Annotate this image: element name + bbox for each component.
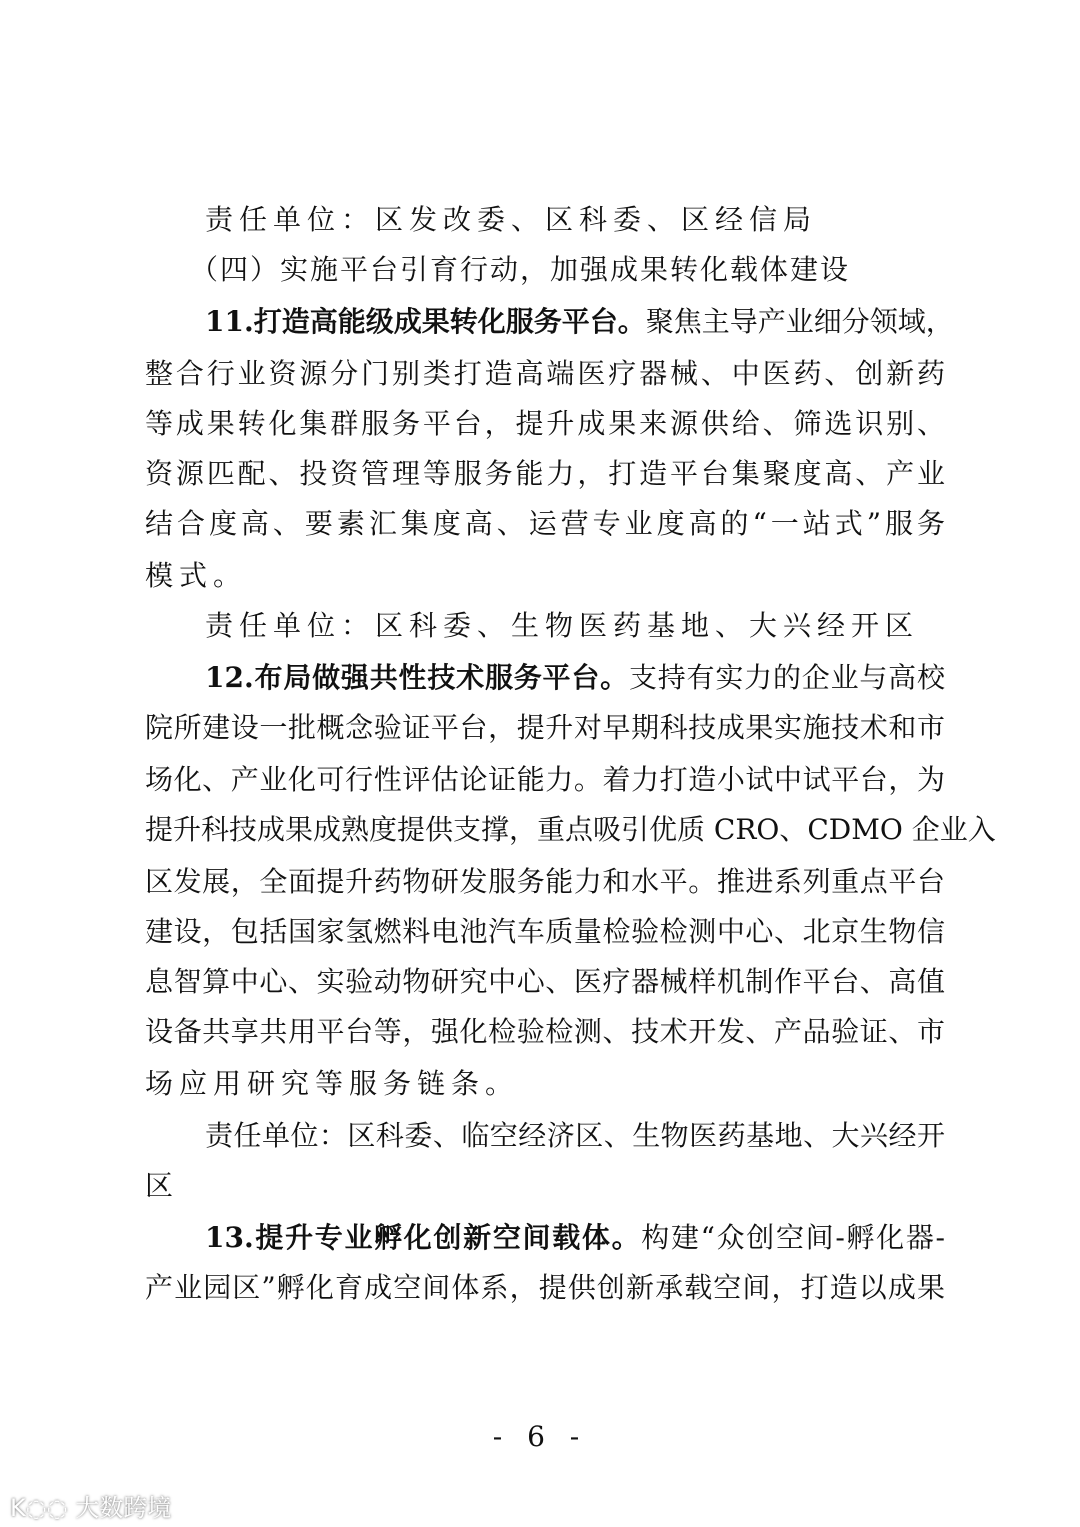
responsible-units: 责任单位：区科委、临空经济区、生物医药基地、大兴经开 [205, 1119, 945, 1152]
item-12-text: 支持有实力的企业与高校 [628, 661, 945, 694]
item-13-first-line [205, 1220, 945, 1256]
item-12-first-line [205, 660, 945, 696]
body-line: 整合行业资源分门别类打造高端医疗器械、中医药、创新药 [145, 357, 945, 390]
body-line: 结合度高、要素汇集度高、运营专业度高的“一站式”服务 [145, 507, 945, 540]
body-line: 院所建设一批概念验证平台，提升对早期科技成果实施技术和市 [145, 711, 945, 744]
body-line: 场应用研究等服务链条。 [145, 1067, 520, 1100]
item-11-first-line [205, 304, 954, 340]
body-line: 模式。 [145, 559, 248, 592]
item-13-text: 构建“众创空间-孵化器- [641, 1221, 945, 1254]
body-line: 区 [145, 1169, 180, 1202]
item-13-title: 13.提升专业孵化创新空间载体。 [205, 1221, 642, 1254]
body-line: 区发展，全面提升药物研发服务能力和水平。推进系列重点平台 [145, 865, 945, 898]
body-line: 等成果转化集群服务平台，提升成果来源供给、筛选识别、 [145, 407, 945, 440]
body-line: 产业园区”孵化育成空间体系，提供创新承载空间，打造以成果 [145, 1271, 945, 1304]
item-12-title: 12.布局做强共性技术服务平台。 [205, 661, 629, 694]
watermark-text: 大数跨境 [75, 1494, 172, 1522]
item-11-text: 聚焦主导产业细分领域， [645, 305, 954, 338]
section-heading: （四）实施平台引育行动，加强成果转化载体建设 [190, 253, 851, 286]
responsible-units: 责任单位：区科委、生物医药基地、大兴经开区 [205, 609, 920, 642]
responsible-units: 责任单位：区发改委、区科委、区经信局 [205, 203, 818, 236]
watermark [10, 1488, 171, 1523]
page-number: - 6 - [492, 1420, 588, 1453]
body-line: 设备共享共用平台等，强化检验检测、技术开发、产品验证、市 [145, 1015, 945, 1048]
body-line: 资源匹配、投资管理等服务能力，打造平台集聚度高、产业 [145, 457, 945, 490]
body-line: 建设，包括国家氢燃料电池汽车质量检验检测中心、北京生物信 [145, 915, 945, 948]
watermark-logo-icon: K◌◌ [10, 1494, 76, 1522]
body-line: 息智算中心、实验动物研究中心、医疗器械样机制作平台、高值 [145, 965, 945, 998]
body-line: 场化、产业化可行性评估论证能力。着力打造小试中试平台，为 [145, 763, 945, 796]
item-11-title: 11.打造高能级成果转化服务平台。 [205, 305, 646, 338]
body-line: 提升科技成果成熟度提供支撑，重点吸引优质 CRO、CDMO 企业入 [145, 813, 996, 846]
